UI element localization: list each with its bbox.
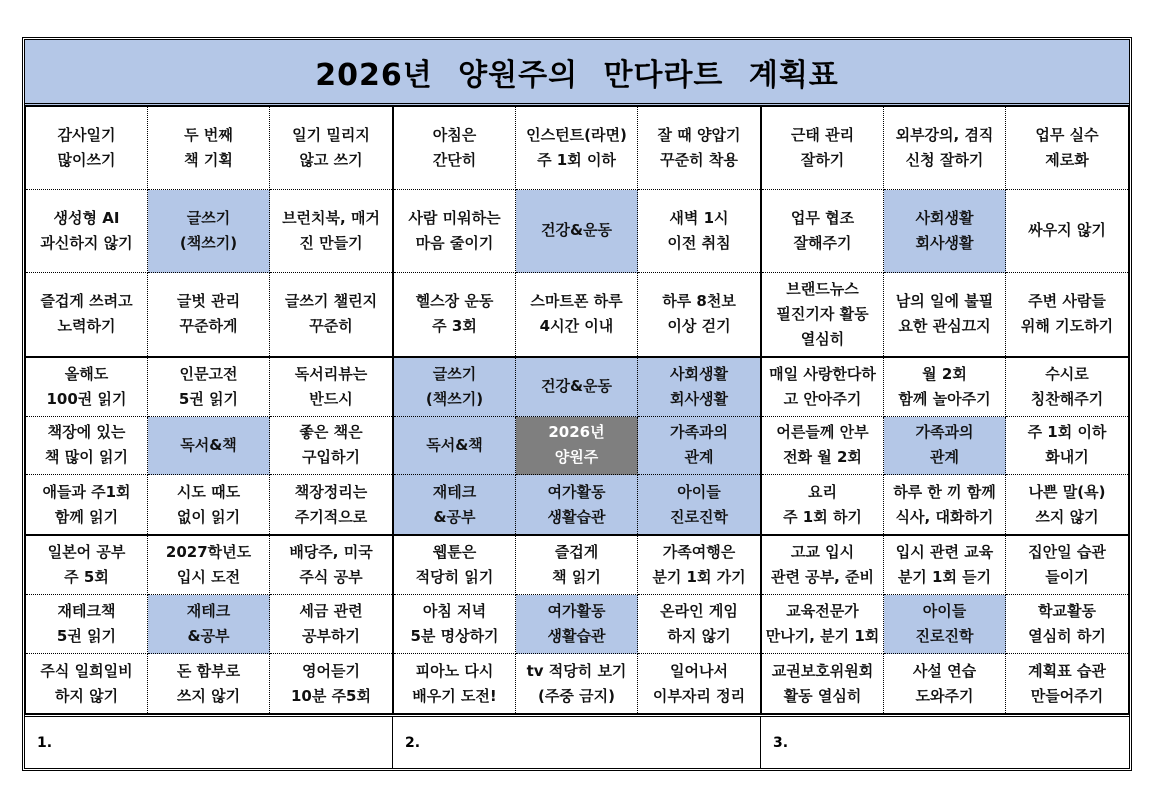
goal-cell[interactable]: 아이들 진로진학 — [638, 475, 760, 534]
action-cell[interactable]: 글벗 관리 꾸준하게 — [148, 273, 270, 356]
action-cell[interactable]: 즐겁게 책 읽기 — [516, 536, 638, 595]
action-cell[interactable]: 독서리뷰는 반드시 — [270, 358, 392, 417]
page-title: 2026년 양원주의 만다라트 계획표 — [25, 40, 1129, 106]
action-cell[interactable]: 글쓰기 챌린지 꾸준히 — [284, 292, 378, 336]
action-cell[interactable]: 남의 일에 불필 요한 관심끄지 — [884, 273, 1006, 356]
action-cell[interactable]: 두 번째 책 기획 — [148, 107, 270, 190]
action-cell[interactable]: 외부강의, 겸직 신청 잘하기 — [884, 107, 1006, 190]
action-cell[interactable]: 책장에 있는 책 많이 읽기 — [26, 417, 148, 476]
mandalart-grid — [25, 106, 1129, 714]
action-cell[interactable]: 좋은 책은 구입하기 — [270, 417, 392, 476]
goal-cell[interactable]: 재테크 &공부 — [394, 475, 516, 534]
action-cell[interactable]: 싸우지 않기 — [1006, 190, 1128, 273]
action-cell[interactable]: 업무 실수 제로화 — [1006, 107, 1128, 190]
action-cell[interactable]: 시도 때도 없이 읽기 — [148, 475, 270, 534]
action-cell[interactable]: 피아노 다시 배우기 도전! — [394, 654, 516, 713]
goal-cell[interactable]: 재테크 &공부 — [148, 595, 270, 654]
action-cell[interactable]: 새벽 1시 이전 취침 — [638, 190, 760, 273]
action-cell[interactable]: 아침은 간단히 — [394, 107, 516, 190]
mandalart-block-8 — [393, 535, 761, 714]
mandalart-block-1 — [25, 106, 393, 357]
goal-cell[interactable]: 건강&운동 — [516, 190, 638, 273]
action-cell[interactable]: 나쁜 말(욕) 쓰지 않기 — [1028, 482, 1106, 526]
action-cell[interactable]: 생성형 AI 과신하지 않기 — [26, 190, 148, 273]
action-cell[interactable]: 근태 관리 잘하기 — [762, 107, 884, 190]
action-cell[interactable]: 세금 관련 공부하기 — [270, 595, 392, 654]
action-cell[interactable]: 배당주, 미국 주식 공부 — [270, 536, 392, 595]
action-cell[interactable]: 돈 함부로 쓰지 않기 — [148, 654, 270, 713]
action-cell[interactable]: 주 1회 이하 화내기 — [1006, 417, 1128, 476]
mandalart-sheet — [22, 37, 1132, 771]
action-cell[interactable]: 계획표 습관 만들어주기 — [1028, 661, 1106, 705]
action-cell[interactable]: 2027학년도 입시 도전 — [148, 536, 270, 595]
action-cell[interactable]: tv 적당히 보기 (주중 금지) — [516, 654, 638, 713]
action-cell[interactable]: 올해도 100권 읽기 — [26, 358, 148, 417]
note-3[interactable]: 3. — [773, 734, 789, 751]
action-cell[interactable]: 헬스장 운동 주 3회 — [394, 273, 516, 356]
action-cell[interactable]: 어른들께 안부 전화 월 2회 — [762, 417, 884, 476]
action-cell[interactable]: 인스턴트(라면) 주 1회 이하 — [516, 107, 638, 190]
action-cell[interactable]: 책장정리는 주기적으로 — [294, 482, 368, 526]
action-cell[interactable]: 사람 미워하는 마음 줄이기 — [394, 190, 516, 273]
goal-cell[interactable]: 사회생활 회사생활 — [638, 358, 760, 417]
action-cell[interactable]: 영어듣기 10분 주5회 — [290, 661, 371, 705]
note-2[interactable]: 2. — [393, 717, 761, 768]
action-cell[interactable]: 학교활동 열심히 하기 — [1006, 595, 1128, 654]
goal-cell[interactable]: 여가활동 생활습관 — [516, 595, 638, 654]
action-cell[interactable]: 주식 일희일비 하지 않기 — [26, 654, 148, 713]
action-cell[interactable]: 교육전문가 만나기, 분기 1회 — [762, 595, 884, 654]
action-cell[interactable]: 웹툰은 적당히 읽기 — [394, 536, 516, 595]
action-cell[interactable]: 수시로 칭찬해주기 — [1006, 358, 1128, 417]
action-cell[interactable]: 가족여행은 분기 1회 가기 — [638, 536, 760, 595]
action-cell[interactable]: 브런치북, 매거 진 만들기 — [270, 190, 392, 273]
action-cell[interactable]: 아침 저녁 5분 명상하기 — [394, 595, 516, 654]
goal-cell[interactable]: 글쓰기 (책쓰기) — [148, 190, 270, 273]
goal-cell[interactable]: 가족과의 관계 — [884, 417, 1006, 476]
goal-cell[interactable]: 독서&책 — [394, 417, 516, 476]
action-cell[interactable]: 감사일기 많이쓰기 — [26, 107, 148, 190]
action-cell[interactable]: 집안일 습관 들이기 — [1006, 536, 1128, 595]
goal-cell[interactable]: 2026년 양원주 — [516, 417, 638, 476]
action-cell[interactable]: 일어나서 이부자리 정리 — [652, 661, 746, 705]
action-cell[interactable]: 인문고전 5권 읽기 — [148, 358, 270, 417]
goal-cell[interactable]: 건강&운동 — [516, 358, 638, 417]
action-cell[interactable]: 브랜드뉴스 필진기자 활동 열심히 — [762, 273, 884, 356]
goal-cell[interactable]: 여가활동 생활습관 — [516, 475, 638, 534]
action-cell[interactable]: 잘 때 양압기 꾸준히 착용 — [638, 107, 760, 190]
goal-cell[interactable]: 아이들 진로진학 — [884, 595, 1006, 654]
action-cell[interactable]: 고교 입시 관련 공부, 준비 — [762, 536, 884, 595]
action-cell[interactable]: 애들과 주1회 함께 읽기 — [26, 475, 148, 534]
goal-cell[interactable]: 가족과의 관계 — [638, 417, 760, 476]
action-cell[interactable]: 월 2회 함께 놀아주기 — [884, 358, 1006, 417]
action-cell[interactable]: 일본어 공부 주 5회 — [26, 536, 148, 595]
mandalart-block-5 — [393, 357, 761, 536]
action-cell[interactable]: 교권보호위원회 활동 열심히 — [762, 654, 884, 713]
goal-cell[interactable]: 독서&책 — [148, 417, 270, 476]
mandalart-block-6 — [761, 357, 1129, 536]
action-cell[interactable]: 하루 한 끼 함께 식사, 대화하기 — [884, 475, 1006, 534]
notes-row — [25, 714, 1129, 768]
mandalart-block-4 — [25, 357, 393, 536]
goal-cell[interactable]: 사회생활 회사생활 — [884, 190, 1006, 273]
note-1[interactable]: 1. — [25, 717, 393, 768]
action-cell[interactable]: 재테크책 5권 읽기 — [26, 595, 148, 654]
action-cell[interactable]: 사설 연습 도와주기 — [884, 654, 1006, 713]
action-cell[interactable]: 입시 관련 교육 분기 1회 듣기 — [884, 536, 1006, 595]
action-cell[interactable]: 매일 사랑한다하 고 안아주기 — [762, 358, 884, 417]
action-cell[interactable]: 하루 8천보 이상 걷기 — [662, 292, 736, 336]
mandalart-block-7 — [25, 535, 393, 714]
action-cell[interactable]: 스마트폰 하루 4시간 이내 — [516, 273, 638, 356]
action-cell[interactable]: 즐겁게 쓰려고 노력하기 — [26, 273, 148, 356]
action-cell[interactable]: 업무 협조 잘해주기 — [762, 190, 884, 273]
action-cell[interactable]: 요리 주 1회 하기 — [762, 475, 884, 534]
action-cell[interactable]: 일기 밀리지 않고 쓰기 — [270, 107, 392, 190]
action-cell[interactable]: 주변 사람들 위해 기도하기 — [1020, 292, 1114, 336]
mandalart-block-9 — [761, 535, 1129, 714]
action-cell[interactable]: 온라인 게임 하지 않기 — [638, 595, 760, 654]
mandalart-block-3 — [761, 106, 1129, 357]
mandalart-block-2 — [393, 106, 761, 357]
goal-cell[interactable]: 글쓰기 (책쓰기) — [394, 358, 516, 417]
